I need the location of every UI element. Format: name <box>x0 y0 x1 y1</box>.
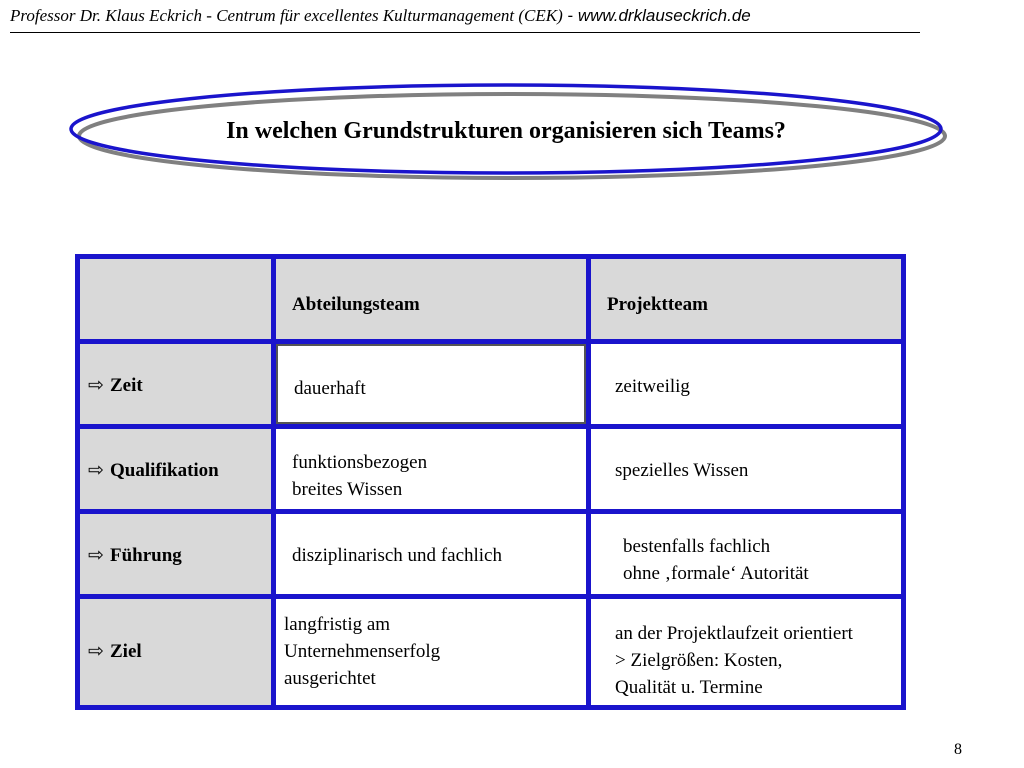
row-label-ziel <box>80 599 271 705</box>
cell-line: bestenfalls fachlich <box>623 536 771 557</box>
page-number: 8 <box>954 741 962 758</box>
cell-ziel-abteilungsteam <box>276 599 586 705</box>
row-label-fuehrung <box>80 514 271 594</box>
cell-line: dauerhaft <box>294 378 366 399</box>
cell-line: zeitweilig <box>615 376 690 397</box>
row-label-text: Qualifikation <box>110 460 219 481</box>
row-label-qualifikation <box>80 429 271 509</box>
row-label-text: Führung <box>110 545 182 566</box>
slide-title: In welchen Grundstrukturen organisieren sich Teams? <box>226 118 786 144</box>
column-header-abteilungsteam: Abteilungsteam <box>276 259 586 339</box>
column-header-projektteam: Projektteam <box>591 259 901 339</box>
cell-line: ohne ‚formale‘ Autorität <box>623 563 809 584</box>
cell-zeit-projektteam <box>591 344 901 424</box>
arrow-right-outline-icon: ⇨ <box>88 545 104 566</box>
cell-fuehrung-abteilungsteam <box>276 514 586 594</box>
team-comparison-table <box>75 254 906 710</box>
cell-line: langfristig am <box>284 614 391 635</box>
cell-line: Qualität u. Termine <box>615 677 763 698</box>
cell-line: disziplinarisch und fachlich <box>292 545 502 566</box>
cell-line: an der Projektlaufzeit orientiert <box>615 623 853 644</box>
title-banner <box>66 78 956 184</box>
cell-line: Unternehmenserfolg <box>284 641 441 662</box>
row-label-text: Zeit <box>110 375 143 396</box>
row-label-zeit <box>80 344 271 424</box>
header-separator: - <box>562 6 578 25</box>
cell-line: funktionsbezogen <box>292 452 428 473</box>
cell-line: ausgerichtet <box>284 668 376 689</box>
arrow-right-outline-icon: ⇨ <box>88 460 104 481</box>
cell-line: spezielles Wissen <box>615 460 749 481</box>
header-url[interactable]: www.drklauseckrich.de <box>577 6 751 25</box>
row-label-text: Ziel <box>110 641 142 662</box>
cell-ziel-projektteam <box>591 599 901 705</box>
slide-header <box>10 6 920 33</box>
cell-fuehrung-projektteam <box>591 514 901 594</box>
cell-qualifikation-abteilungsteam <box>276 429 586 509</box>
table-corner-cell <box>80 259 271 339</box>
cell-line: breites Wissen <box>292 479 403 500</box>
arrow-right-outline-icon: ⇨ <box>88 641 104 662</box>
cell-zeit-abteilungsteam <box>276 344 586 424</box>
arrow-right-outline-icon: ⇨ <box>88 375 104 396</box>
cell-qualifikation-projektteam <box>591 429 901 509</box>
header-author: Professor Dr. Klaus Eckrich - Centrum für excellentes Kulturmanagement (CEK) <box>10 6 563 25</box>
cell-line: > Zielgrößen: Kosten, <box>615 650 783 671</box>
